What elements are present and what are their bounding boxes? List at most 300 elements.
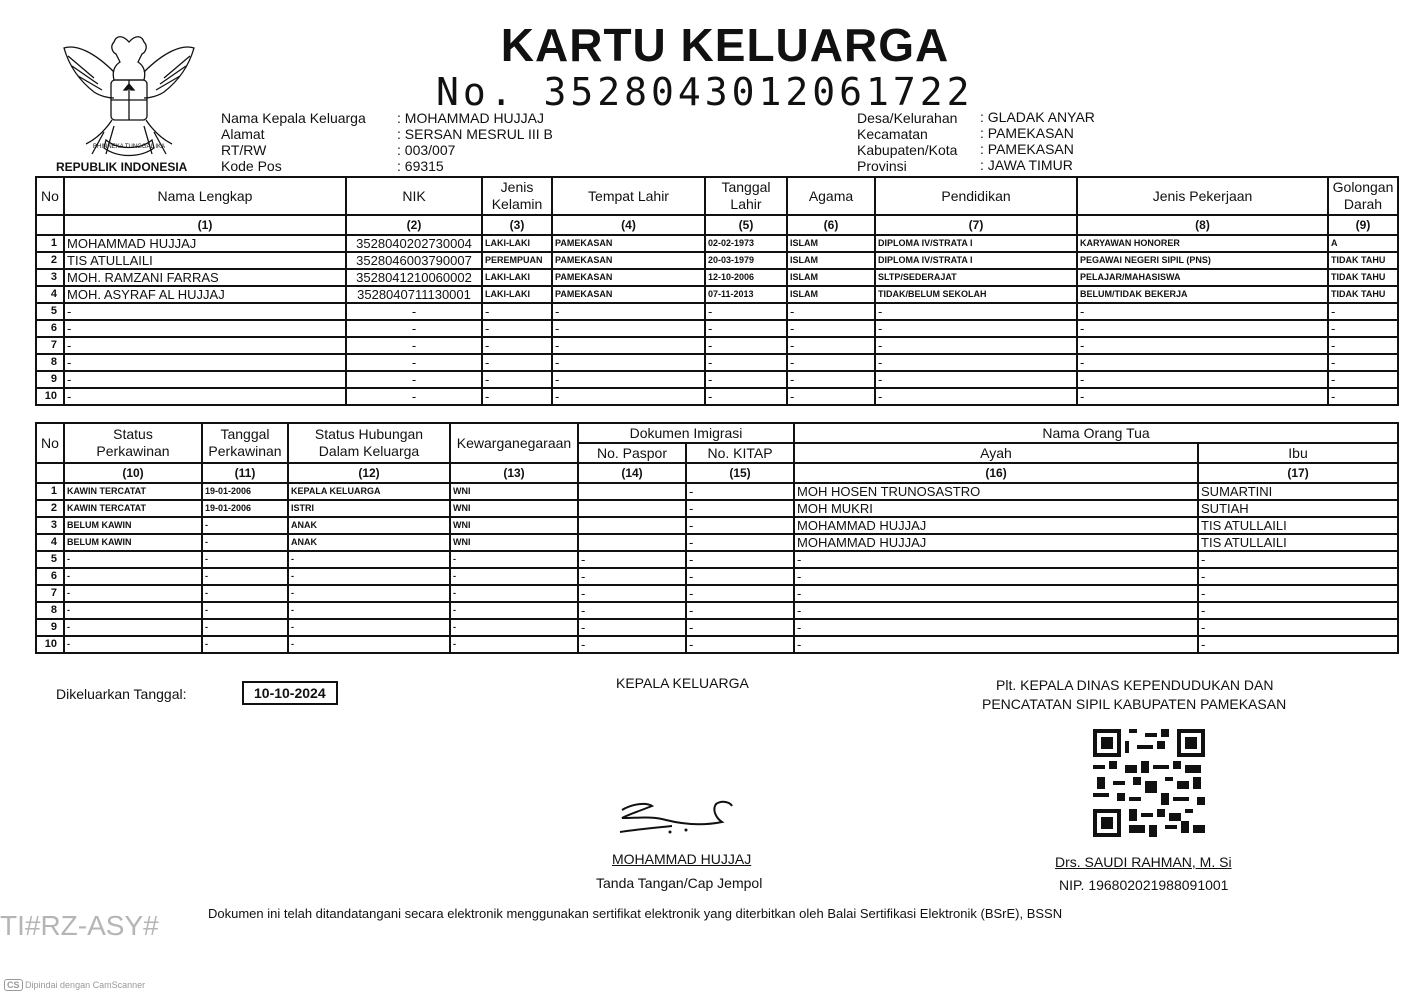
table-cell: -	[482, 303, 552, 320]
table-cell: 3	[36, 269, 64, 286]
kepala-keluarga-name: MOHAMMAD HUJJAJ	[612, 851, 752, 867]
table-cell: 2	[36, 500, 64, 517]
table-cell: -	[346, 371, 482, 388]
col-header-pekerjaan: Jenis Pekerjaan	[1077, 177, 1328, 215]
table-row	[36, 337, 1398, 354]
table-cell: -	[450, 619, 578, 636]
country-label: REPUBLIK INDONESIA	[56, 160, 188, 174]
column-number: (4)	[552, 215, 705, 235]
table-cell: -	[787, 337, 875, 354]
col-header-ibu: Ibu	[1198, 443, 1398, 463]
table-cell: -	[578, 602, 686, 619]
issued-date: 10-10-2024	[242, 681, 338, 705]
table-cell: -	[64, 337, 346, 354]
table-cell: -	[64, 354, 346, 371]
table-cell: 2	[36, 252, 64, 269]
scanner-text: Dipindai dengan CamScanner	[25, 980, 146, 990]
table-row	[36, 354, 1398, 371]
table-cell: -	[346, 388, 482, 405]
table-cell: 1	[36, 483, 64, 500]
header-label: Desa/Kelurahan	[857, 110, 958, 126]
table-cell: -	[64, 320, 346, 337]
table-cell: -	[875, 371, 1077, 388]
table-row	[36, 252, 1398, 269]
col-header-jenis-kelamin	[482, 177, 552, 215]
table-cell: -	[1077, 388, 1328, 405]
table-cell: -	[552, 354, 705, 371]
col-header-ayah: Ayah	[794, 443, 1198, 463]
table-cell: 3528040202730004	[346, 235, 482, 252]
table-cell: -	[686, 636, 794, 653]
table-cell: -	[64, 602, 202, 619]
table-cell: -	[288, 636, 450, 653]
table-cell: -	[64, 619, 202, 636]
table-row	[36, 269, 1398, 286]
table-cell: -	[482, 388, 552, 405]
table-cell: MOHAMMAD HUJJAJ	[794, 534, 1198, 551]
column-number-row	[36, 463, 1398, 483]
table-cell: -	[64, 303, 346, 320]
table-cell: BELUM KAWIN	[64, 534, 202, 551]
table-cell: -	[450, 585, 578, 602]
table-cell: 4	[36, 534, 64, 551]
table-cell: TIDAK/BELUM SEKOLAH	[875, 286, 1077, 303]
kepala-keluarga-title: KEPALA KELUARGA	[616, 675, 749, 691]
camscanner-icon: CS	[4, 979, 23, 991]
table-cell: TIDAK TAHU	[1328, 252, 1398, 269]
table-cell: -	[794, 568, 1198, 585]
table-cell: -	[64, 371, 346, 388]
table-cell: 10	[36, 388, 64, 405]
table-cell: -	[1328, 388, 1398, 405]
header-right-values	[980, 109, 1095, 173]
header-line: Kelamin	[491, 196, 543, 212]
table-cell: -	[686, 517, 794, 534]
table-cell: -	[787, 354, 875, 371]
table-cell: 5	[36, 303, 64, 320]
table-cell: -	[64, 388, 346, 405]
table-cell: -	[1077, 371, 1328, 388]
signature-caption: Tanda Tangan/Cap Jempol	[596, 875, 763, 891]
table-cell: 19-01-2006	[202, 500, 288, 517]
header-line: Status Hubungan	[314, 426, 424, 442]
header-left-values	[397, 110, 553, 174]
esign-note: Dokumen ini telah ditandatangani secara elektronik menggunakan sertifikat elektronik yang diterbitkan oleh Balai Sertifikasi Elektronik (BSrE), BSSN	[208, 906, 1063, 921]
table-row	[36, 517, 1398, 534]
table-cell: -	[202, 551, 288, 568]
table-cell: -	[202, 619, 288, 636]
table-cell: 3	[36, 517, 64, 534]
table-row	[36, 602, 1398, 619]
table-cell: -	[794, 585, 1198, 602]
header-line: Tanggal	[220, 426, 270, 442]
table-cell	[578, 534, 686, 551]
column-number: (17)	[1198, 463, 1398, 483]
signature-image	[612, 796, 742, 846]
table-cell: -	[552, 388, 705, 405]
table-cell: WNI	[450, 517, 578, 534]
column-number	[36, 215, 64, 235]
table-cell: 07-11-2013	[705, 286, 787, 303]
table-cell: -	[1328, 337, 1398, 354]
table-cell: -	[787, 303, 875, 320]
table-cell: -	[705, 388, 787, 405]
table-cell: -	[1198, 568, 1398, 585]
header-value: : PAMEKASAN	[980, 141, 1074, 157]
header-line: Perkawinan	[96, 443, 170, 459]
table-cell: 19-01-2006	[202, 483, 288, 500]
table-cell: 8	[36, 602, 64, 619]
official-title-line2: PENCATATAN SIPIL KABUPATEN PAMEKASAN	[982, 696, 1287, 712]
issued-label: Dikeluarkan Tanggal:	[56, 686, 187, 702]
table-cell: -	[346, 354, 482, 371]
column-number: (14)	[578, 463, 686, 483]
table-cell: -	[202, 534, 288, 551]
header-line: Darah	[1343, 196, 1383, 212]
table-cell: -	[1328, 371, 1398, 388]
family-members-table	[35, 176, 1399, 406]
table-cell: 3528040711130001	[346, 286, 482, 303]
col-header-status-hubungan	[288, 423, 450, 463]
table-cell: ANAK	[288, 534, 450, 551]
table-cell: -	[346, 303, 482, 320]
table-cell: -	[202, 602, 288, 619]
table-row	[36, 303, 1398, 320]
table-row	[36, 534, 1398, 551]
table-cell: -	[578, 551, 686, 568]
table-cell: 6	[36, 568, 64, 585]
header-label: Kabupaten/Kota	[857, 142, 958, 158]
table-cell: -	[686, 483, 794, 500]
col-header-nama-orang-tua: Nama Orang Tua	[794, 423, 1398, 443]
table-cell: PAMEKASAN	[552, 235, 705, 252]
table-cell: 8	[36, 354, 64, 371]
table-cell: -	[794, 551, 1198, 568]
table-cell: -	[202, 636, 288, 653]
table-cell: SUTIAH	[1198, 500, 1398, 517]
table-cell: KARYAWAN HONORER	[1077, 235, 1328, 252]
qr-code-icon	[1093, 729, 1205, 837]
table-cell: DIPLOMA IV/STRATA I	[875, 235, 1077, 252]
table-cell: -	[1328, 303, 1398, 320]
table-cell: -	[552, 303, 705, 320]
table-cell: -	[1328, 354, 1398, 371]
column-number: (15)	[686, 463, 794, 483]
col-header-tanggal-perkawinan	[202, 423, 288, 463]
table-cell: TIS ATULLAILI	[1198, 534, 1398, 551]
table-cell: ISLAM	[787, 286, 875, 303]
table-cell: -	[1077, 337, 1328, 354]
kk-number: No. 3528043012061722	[436, 70, 974, 114]
table-cell: -	[1077, 303, 1328, 320]
table-cell	[578, 483, 686, 500]
table-cell: -	[578, 636, 686, 653]
table-cell: -	[288, 568, 450, 585]
table-cell: KEPALA KELUARGA	[288, 483, 450, 500]
col-header-pendidikan: Pendidikan	[875, 177, 1077, 215]
table-cell: -	[686, 568, 794, 585]
table-cell: -	[1198, 602, 1398, 619]
document-title: KARTU KELUARGA	[500, 19, 950, 71]
header-value: : 69315	[397, 158, 444, 174]
col-header-tempat-lahir: Tempat Lahir	[552, 177, 705, 215]
col-header-golongan-darah	[1328, 177, 1398, 215]
table-cell: -	[552, 320, 705, 337]
table-row	[36, 585, 1398, 602]
table-row	[36, 286, 1398, 303]
table-cell: -	[794, 636, 1198, 653]
header-label: Provinsi	[857, 158, 907, 174]
table-cell: -	[346, 320, 482, 337]
table-cell: -	[686, 534, 794, 551]
column-number: (12)	[288, 463, 450, 483]
table-cell: -	[482, 320, 552, 337]
table-cell: -	[578, 619, 686, 636]
column-number	[36, 463, 64, 483]
table-row	[36, 500, 1398, 517]
table-cell: DIPLOMA IV/STRATA I	[875, 252, 1077, 269]
header-line: Status	[113, 426, 153, 442]
table-cell: -	[705, 354, 787, 371]
table-cell	[578, 500, 686, 517]
header-line: Tanggal	[721, 179, 771, 195]
table-row	[36, 320, 1398, 337]
table-cell: 7	[36, 585, 64, 602]
table-cell: ISLAM	[787, 269, 875, 286]
table-cell: 4	[36, 286, 64, 303]
column-number: (7)	[875, 215, 1077, 235]
column-number: (8)	[1077, 215, 1328, 235]
table-cell: LAKI-LAKI	[482, 235, 552, 252]
table-cell: WNI	[450, 534, 578, 551]
official-name: Drs. SAUDI RAHMAN, M. Si	[1055, 854, 1232, 870]
table-cell: -	[787, 388, 875, 405]
table-cell: LAKI-LAKI	[482, 286, 552, 303]
table-cell: SUMARTINI	[1198, 483, 1398, 500]
table-cell: -	[875, 303, 1077, 320]
column-number: (16)	[794, 463, 1198, 483]
table-cell: A	[1328, 235, 1398, 252]
table-cell: -	[288, 619, 450, 636]
table-cell: -	[875, 388, 1077, 405]
table-cell: -	[875, 337, 1077, 354]
column-number-row	[36, 215, 1398, 235]
table-row	[36, 483, 1398, 500]
table-cell: -	[1198, 619, 1398, 636]
table-cell: -	[482, 354, 552, 371]
table-cell: -	[686, 551, 794, 568]
header-label: Kecamatan	[857, 126, 928, 142]
header-line: Jenis	[500, 179, 534, 195]
official-nip: NIP. 196802021988091001	[1059, 877, 1229, 893]
col-header-agama: Agama	[787, 177, 875, 215]
column-number: (1)	[64, 215, 346, 235]
column-number: (11)	[202, 463, 288, 483]
table-cell: -	[288, 602, 450, 619]
table-cell: MOHAMMAD HUJJAJ	[794, 517, 1198, 534]
official-title-line1: Plt. KEPALA DINAS KEPENDUDUKAN DAN	[996, 677, 1274, 693]
header-value: : SERSAN MESRUL III B	[397, 126, 553, 142]
table-cell: -	[482, 371, 552, 388]
watermark-text: TI#RZ-ASY#	[0, 910, 159, 941]
table-cell: ISTRI	[288, 500, 450, 517]
table-cell: -	[288, 585, 450, 602]
table-cell: -	[202, 585, 288, 602]
table-cell: -	[202, 517, 288, 534]
header-value: : 003/007	[397, 142, 456, 158]
table-cell: -	[705, 337, 787, 354]
table-row	[36, 636, 1398, 653]
table-cell: -	[64, 585, 202, 602]
table-cell: -	[450, 636, 578, 653]
table-cell: -	[450, 602, 578, 619]
header-value: : JAWA TIMUR	[980, 157, 1073, 173]
table-cell: -	[787, 371, 875, 388]
garuda-emblem-icon	[54, 22, 204, 172]
header-label: Alamat	[221, 126, 265, 142]
table-cell: -	[705, 320, 787, 337]
col-header-dokumen-imigrasi: Dokumen Imigrasi	[578, 423, 794, 443]
column-number: (6)	[787, 215, 875, 235]
header-line: Perkawinan	[208, 443, 282, 459]
table-cell: LAKI-LAKI	[482, 269, 552, 286]
table-cell: -	[1328, 320, 1398, 337]
table-cell: MOH. ASYRAF AL HUJJAJ	[64, 286, 346, 303]
table-row	[36, 388, 1398, 405]
col-header-kitap: No. KITAP	[686, 443, 794, 463]
table-cell: -	[875, 320, 1077, 337]
table-cell	[578, 517, 686, 534]
table-cell: -	[552, 371, 705, 388]
table-row	[36, 551, 1398, 568]
table-cell: 1	[36, 235, 64, 252]
table-cell: MOHAMMAD HUJJAJ	[64, 235, 346, 252]
table-cell: -	[64, 551, 202, 568]
table-cell: 02-02-1973	[705, 235, 787, 252]
table-row	[36, 235, 1398, 252]
table-row	[36, 371, 1398, 388]
table-cell: WNI	[450, 483, 578, 500]
table-cell: -	[450, 551, 578, 568]
table-cell: 10	[36, 636, 64, 653]
table-cell: -	[482, 337, 552, 354]
table-cell: -	[64, 636, 202, 653]
scanner-mark	[4, 979, 145, 991]
table-cell: TIS ATULLAILI	[1198, 517, 1398, 534]
table-cell: 7	[36, 337, 64, 354]
table-cell: 9	[36, 619, 64, 636]
table-cell: 3528041210060002	[346, 269, 482, 286]
table-cell: 9	[36, 371, 64, 388]
table-cell: ISLAM	[787, 252, 875, 269]
table-cell: -	[794, 619, 1198, 636]
column-number: (13)	[450, 463, 578, 483]
col-header-status-perkawinan	[64, 423, 202, 463]
header-line: Lahir	[730, 196, 762, 212]
table-cell: -	[705, 303, 787, 320]
table-cell: -	[1077, 320, 1328, 337]
table-cell: 5	[36, 551, 64, 568]
header-left-labels	[221, 110, 366, 174]
table-cell: ISLAM	[787, 235, 875, 252]
header-line: Golongan	[1332, 179, 1394, 195]
header-label: Kode Pos	[221, 158, 282, 174]
table-cell: TIDAK TAHU	[1328, 286, 1398, 303]
table-cell: PAMEKASAN	[552, 286, 705, 303]
table-cell: -	[875, 354, 1077, 371]
header-right-labels	[857, 110, 957, 174]
table-row	[36, 619, 1398, 636]
table-cell: -	[346, 337, 482, 354]
col-header-kewarganegaraan: Kewarganegaraan	[450, 423, 578, 463]
table-cell: PAMEKASAN	[552, 269, 705, 286]
table-cell: -	[686, 585, 794, 602]
col-header-nama: Nama Lengkap	[64, 177, 346, 215]
col-header-tanggal-lahir	[705, 177, 787, 215]
table-cell: PEREMPUAN	[482, 252, 552, 269]
col-header-no: No	[36, 177, 64, 215]
table-cell: -	[64, 568, 202, 585]
table-cell: PAMEKASAN	[552, 252, 705, 269]
table-cell: BELUM KAWIN	[64, 517, 202, 534]
table-cell: -	[578, 585, 686, 602]
table-cell: BELUM/TIDAK BEKERJA	[1077, 286, 1328, 303]
table-cell: 3528046003790007	[346, 252, 482, 269]
table-cell: -	[578, 568, 686, 585]
col-header-no: No	[36, 423, 64, 463]
table-cell: -	[686, 619, 794, 636]
family-status-table	[35, 422, 1399, 654]
header-label: Nama Kepala Keluarga	[221, 110, 366, 126]
table-cell: -	[450, 568, 578, 585]
table-cell: 12-10-2006	[705, 269, 787, 286]
table-cell: -	[686, 500, 794, 517]
header-line: Dalam Keluarga	[318, 443, 420, 459]
svg-text:BHINNEKA TUNGGAL IKA: BHINNEKA TUNGGAL IKA	[92, 144, 166, 150]
table-cell: -	[1077, 354, 1328, 371]
header-label: RT/RW	[221, 142, 267, 158]
table-cell: MOH. RAMZANI FARRAS	[64, 269, 346, 286]
header-value: : GLADAK ANYAR	[980, 109, 1095, 125]
table-cell: KAWIN TERCATAT	[64, 500, 202, 517]
table-cell: -	[787, 320, 875, 337]
table-cell: TIDAK TAHU	[1328, 269, 1398, 286]
table-cell: -	[1198, 585, 1398, 602]
column-number: (10)	[64, 463, 202, 483]
table-cell: SLTP/SEDERAJAT	[875, 269, 1077, 286]
column-number: (5)	[705, 215, 787, 235]
table-cell: PEGAWAI NEGERI SIPIL (PNS)	[1077, 252, 1328, 269]
col-header-paspor: No. Paspor	[578, 443, 686, 463]
table-cell: -	[794, 602, 1198, 619]
table-cell: -	[686, 602, 794, 619]
table-cell: 6	[36, 320, 64, 337]
table-cell: -	[1198, 636, 1398, 653]
column-number: (2)	[346, 215, 482, 235]
table-cell: WNI	[450, 500, 578, 517]
table-cell: ANAK	[288, 517, 450, 534]
table-cell: MOH MUKRI	[794, 500, 1198, 517]
column-number: (3)	[482, 215, 552, 235]
table-cell: -	[202, 568, 288, 585]
table-cell: -	[552, 337, 705, 354]
table-cell: -	[288, 551, 450, 568]
table-cell: MOH HOSEN TRUNOSASTRO	[794, 483, 1198, 500]
table-cell: KAWIN TERCATAT	[64, 483, 202, 500]
table-cell: -	[705, 371, 787, 388]
header-value: : PAMEKASAN	[980, 125, 1074, 141]
table-cell: TIS ATULLAILI	[64, 252, 346, 269]
